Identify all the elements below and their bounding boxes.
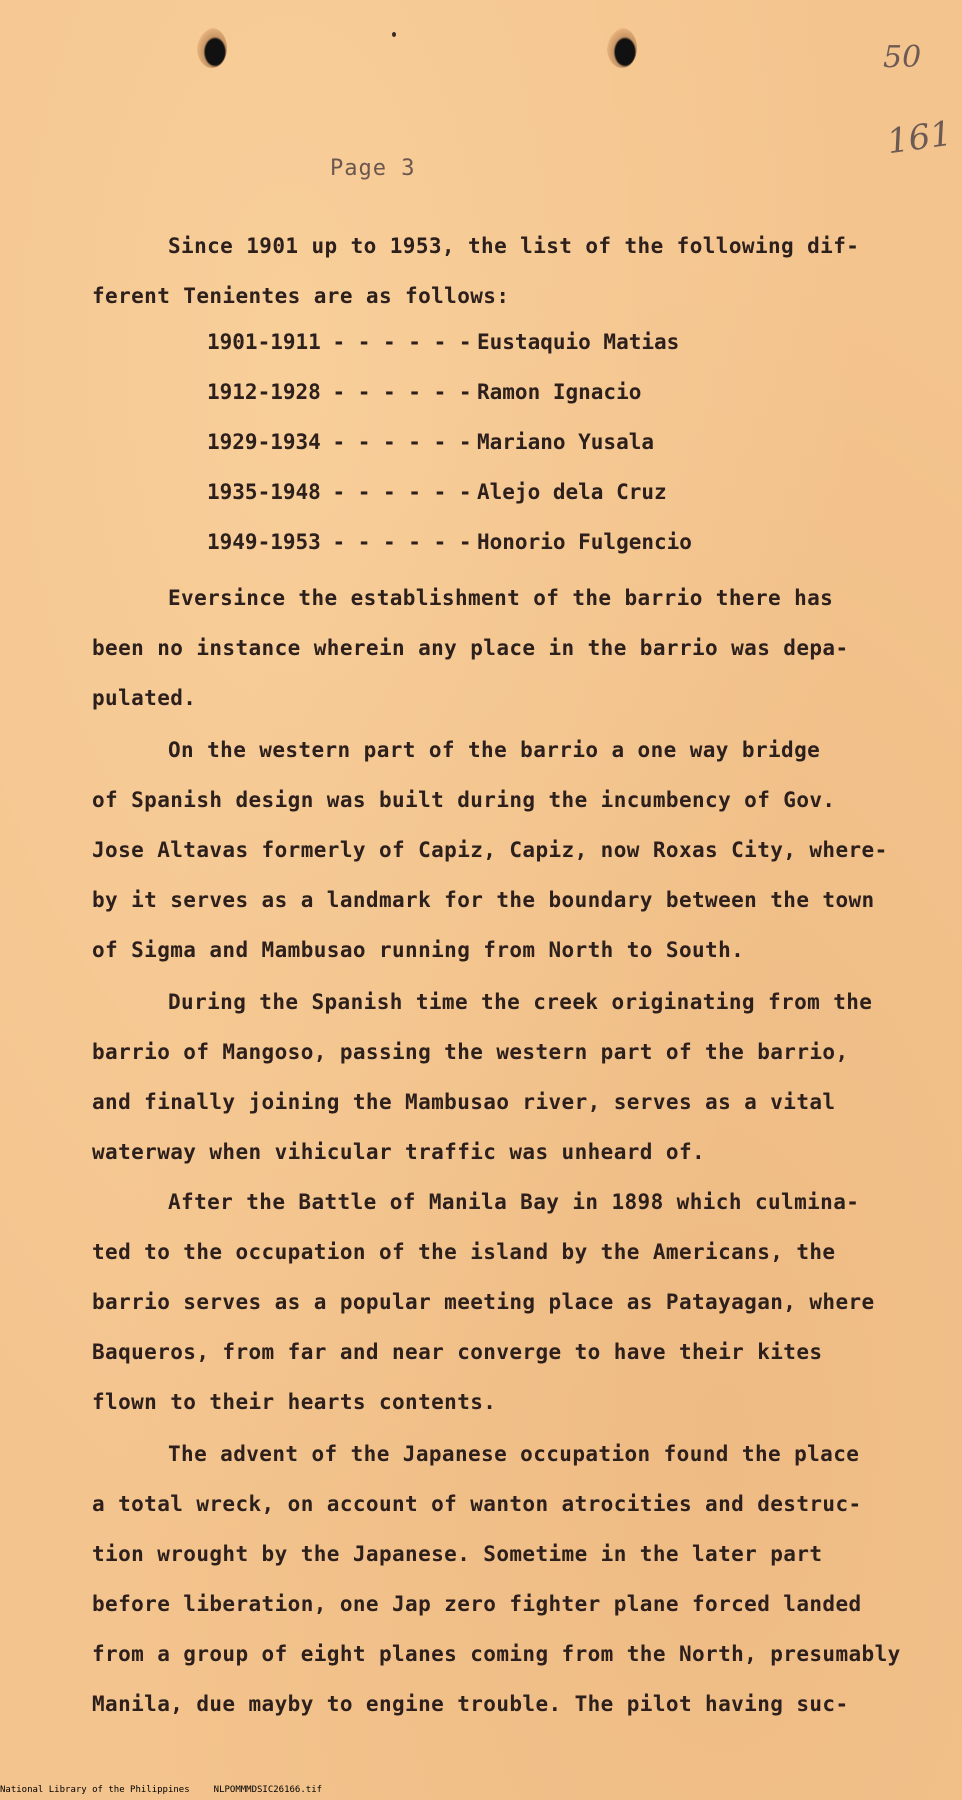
paragraph-line: Eversince the establishment of the barrio there has (168, 586, 834, 610)
list-item (207, 330, 679, 354)
list-item (207, 530, 692, 554)
list-item (207, 480, 667, 504)
file-id: NLPOMMMDSIC26166.tif (213, 1785, 323, 1795)
list-item (207, 380, 641, 404)
teniente-name: Honorio Fulgencio (477, 530, 692, 554)
paragraph-line: Manila, due mayby to engine trouble. The pilot having suc- (92, 1692, 849, 1716)
paragraph-line: Baqueros, from far and near converge to have their kites (92, 1340, 823, 1364)
punch-hole-right (607, 28, 637, 68)
punch-hole-left (197, 28, 227, 68)
paragraph-line: On the western part of the barrio a one way bridge (168, 738, 821, 762)
paragraph-line: Jose Altavas formerly of Capiz, Capiz, now Roxas City, where- (92, 838, 888, 862)
ink-speck (392, 32, 396, 37)
dash-leader: - - - - - - (332, 330, 472, 354)
paragraph-line: barrio of Mangoso, passing the western part of the barrio, (92, 1040, 849, 1064)
term-years: 1935-1948 (207, 480, 321, 504)
paragraph-line: a total wreck, on account of wanton atrocities and destruc- (92, 1492, 862, 1516)
paragraph-line: tion wrought by the Japanese. Sometime in the later part (92, 1542, 823, 1566)
paragraph-line: been no instance wherein any place in the barrio was depa- (92, 636, 849, 660)
library-credit: National Library of the Philippines (0, 1785, 190, 1795)
scan-footer (0, 1785, 346, 1795)
list-item (207, 430, 654, 454)
paragraph-line: of Sigma and Mambusao running from North to South. (92, 938, 745, 962)
term-years: 1949-1953 (207, 530, 321, 554)
teniente-name: Eustaquio Matias (477, 330, 680, 354)
handwritten-top-number: 50 (883, 40, 922, 75)
paragraph-line: by it serves as a landmark for the boundary between the town (92, 888, 875, 912)
paragraph-line: before liberation, one Jap zero fighter plane forced landed (92, 1592, 862, 1616)
paragraph-line: The advent of the Japanese occupation found the place (168, 1442, 860, 1466)
paragraph-line: ted to the occupation of the island by the Americans, the (92, 1240, 836, 1264)
term-years: 1901-1911 (207, 330, 321, 354)
dash-leader: - - - - - - (332, 380, 472, 404)
dash-leader: - - - - - - (332, 480, 472, 504)
paragraph-line: barrio serves as a popular meeting place as Patayagan, where (92, 1290, 875, 1314)
paragraph-line: flown to their hearts contents. (92, 1390, 497, 1414)
intro-line: Since 1901 up to 1953, the list of the following dif- (168, 234, 860, 258)
teniente-name: Ramon Ignacio (477, 380, 642, 404)
handwritten-folio-number: 161 (884, 113, 955, 163)
dash-leader: - - - - - - (332, 530, 472, 554)
page-label: Page 3 (330, 156, 416, 181)
paragraph-line: During the Spanish time the creek originating from the (168, 990, 873, 1014)
term-years: 1929-1934 (207, 430, 321, 454)
term-years: 1912-1928 (207, 380, 321, 404)
paragraph-line: of Spanish design was built during the incumbency of Gov. (92, 788, 836, 812)
intro-line: ferent Tenientes are as follows: (92, 284, 510, 308)
teniente-name: Mariano Yusala (477, 430, 655, 454)
dash-leader: - - - - - - (332, 430, 472, 454)
paragraph-line: waterway when vihicular traffic was unheard of. (92, 1140, 706, 1164)
paragraph-line: and finally joining the Mambusao river, serves as a vital (92, 1090, 836, 1114)
teniente-name: Alejo dela Cruz (477, 480, 667, 504)
paragraph-line: pulated. (92, 686, 197, 710)
paragraph-line: After the Battle of Manila Bay in 1898 which culmina- (168, 1190, 860, 1214)
paragraph-line: from a group of eight planes coming from the North, presumably (92, 1642, 901, 1666)
